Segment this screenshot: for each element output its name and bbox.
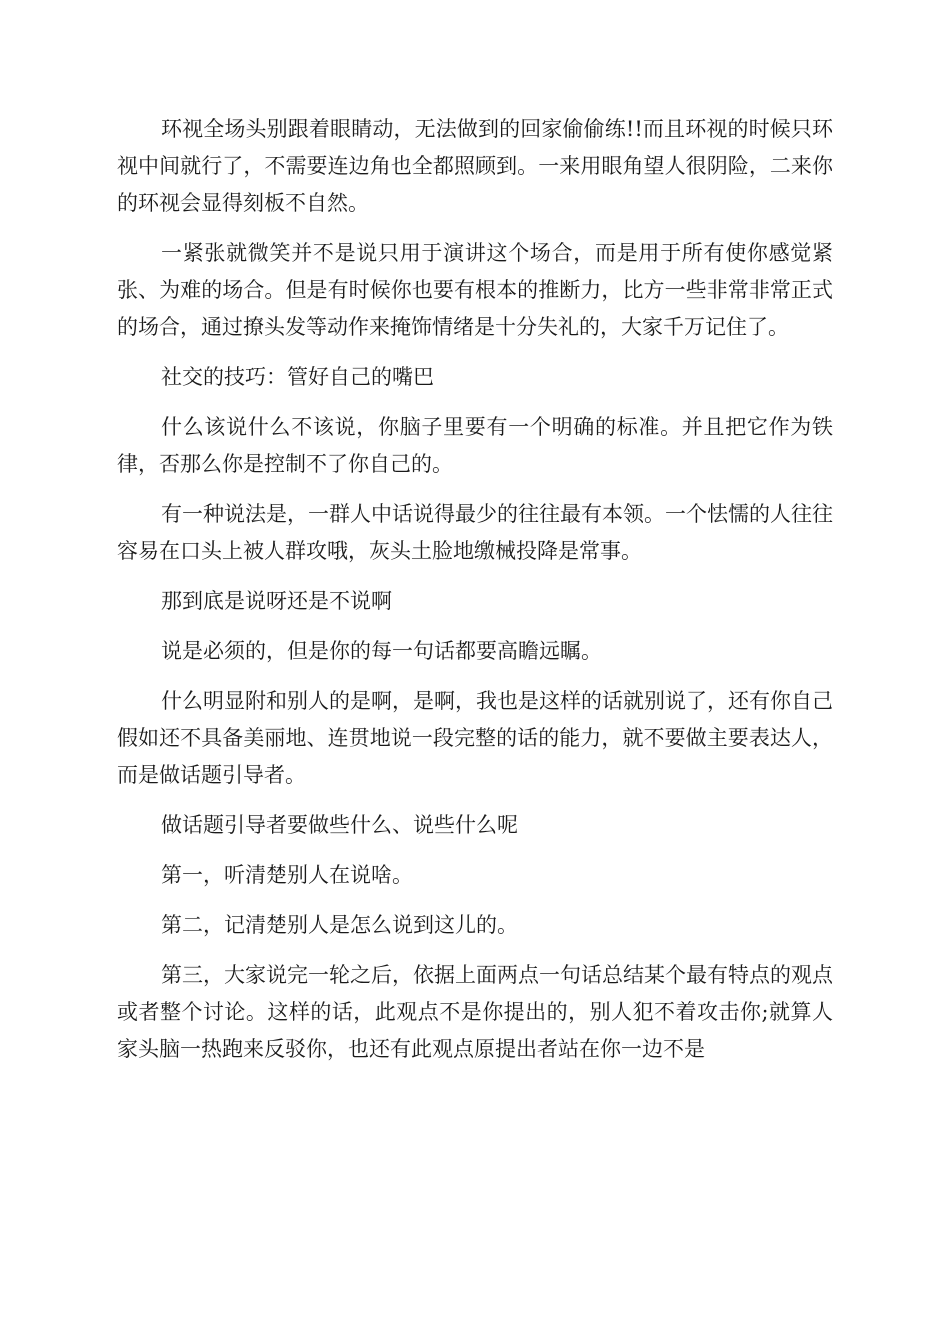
paragraph-9: 做话题引导者要做些什么、说些什么呢: [161, 813, 518, 837]
paragraph-5: 有一种说法是，一群人中话说得最少的往往最有本领。一个怯懦的人往往容易在口头上被人群攻哦，灰头土脸地缴械投降是常事。: [117, 502, 833, 563]
paragraph-7: 说是必须的，但是你的每一句话都要高瞻远瞩。: [161, 639, 602, 663]
section-heading-social-skills: 社交的技巧：管好自己的嘴巴: [161, 365, 434, 389]
list-item-third: 第三，大家说完一轮之后，依据上面两点一句话总结某个最有特点的观点或者整个讨论。这样的话，此观点不是你提出的，别人犯不着攻击你;就算人家头脑一热跑来反驳你，也还有此观点原提出者站在你一边不是: [117, 963, 833, 1061]
paragraph-2: 一紧张就微笑并不是说只用于演讲这个场合，而是用于所有使你感觉紧张、为难的场合。但是有时候你也要有根本的推断力，比方一些非常非常正式的场合，通过撩头发等动作来掩饰情绪是十分失礼的，大家千万记住了。: [117, 241, 833, 339]
document-body: [117, 111, 833, 1081]
list-item-first: 第一，听清楚别人在说啥。: [161, 863, 413, 887]
paragraph-8: 什么明显附和别人的是啊，是啊，我也是这样的话就别说了，还有你自己假如还不具备美丽地、连贯地说一段完整的话的能力，就不要做主要表达人，而是做话题引导者。: [117, 689, 833, 787]
paragraph-6: 那到底是说呀还是不说啊: [161, 589, 392, 613]
list-item-second: 第二，记清楚别人是怎么说到这儿的。: [161, 913, 518, 937]
paragraph-4: 什么该说什么不该说，你脑子里要有一个明确的标准。并且把它作为铁律，否那么你是控制不了你自己的。: [117, 415, 833, 476]
paragraph-1: 环视全场头别跟着眼睛动，无法做到的回家偷偷练!!而且环视的时候只环视中间就行了，不需要连边角也全都照顾到。一来用眼角望人很阴险，二来你的环视会显得刻板不自然。: [117, 117, 833, 215]
